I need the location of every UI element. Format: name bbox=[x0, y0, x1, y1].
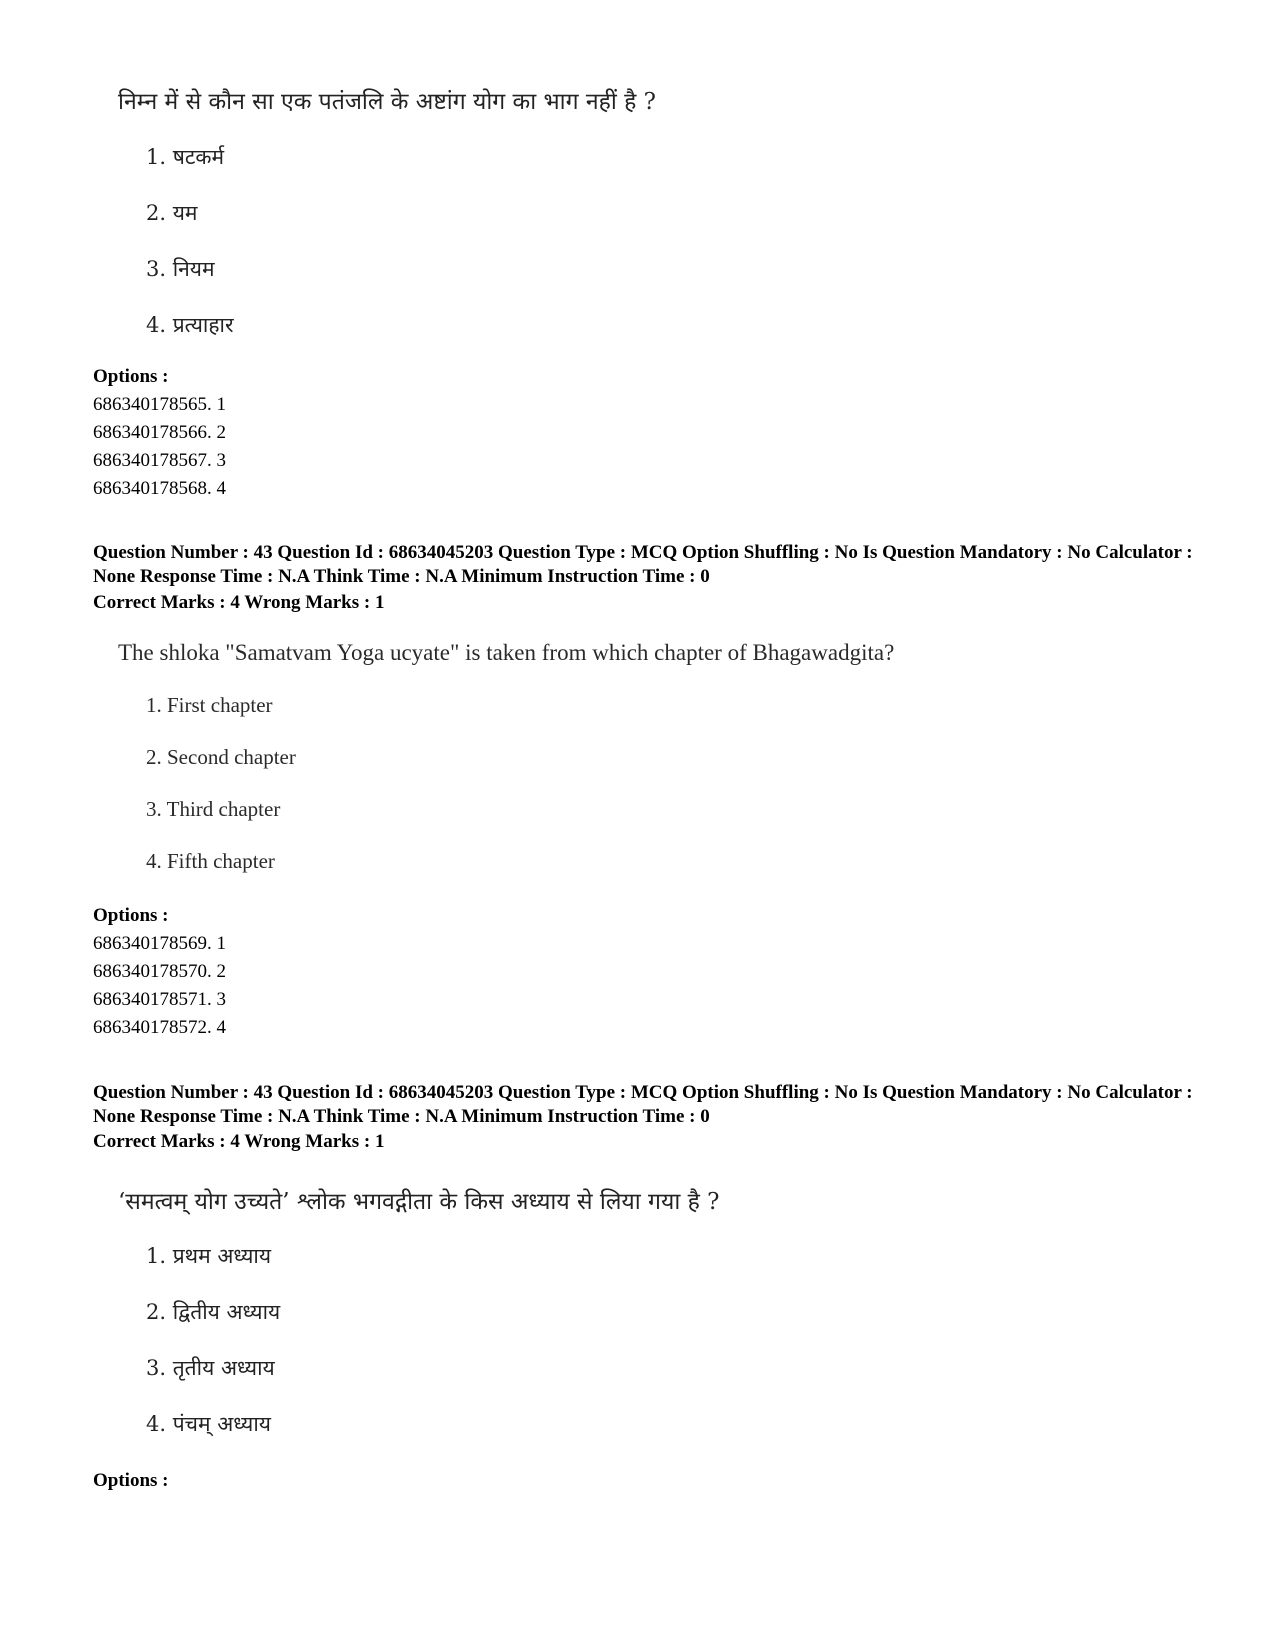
marks-line: Correct Marks : 4 Wrong Marks : 1 bbox=[93, 1131, 385, 1152]
choice-4: 4. पंचम् अध्याय bbox=[146, 1412, 271, 1436]
choice-1: 1. First chapter bbox=[146, 693, 273, 717]
question-text: ‘समत्वम् योग उच्यते’ श्लोक भगवद्गीता के किस अध्याय से लिया गया है ? bbox=[118, 1189, 720, 1215]
question-meta: Question Number : 43 Question Id : 68634045203 Question Type : MCQ Option Shuffling : No Is Question Mandatory : No Calculator : None Response Time : N.A Think Time : N.A Minimum Instruction Time : 0 bbox=[93, 542, 1193, 587]
question-text: The shloka "Samatvam Yoga ucyate" is taken from which chapter of Bhagawadgita? bbox=[118, 640, 895, 665]
option-id-4: 686340178572. 4 bbox=[93, 1017, 226, 1038]
option-id-2: 686340178570. 2 bbox=[93, 961, 226, 982]
option-id-3: 686340178571. 3 bbox=[93, 989, 226, 1010]
options-label: Options : bbox=[93, 366, 169, 387]
choice-2: 2. Second chapter bbox=[146, 745, 296, 769]
choice-2: 2. यम bbox=[146, 201, 198, 225]
choice-3: 3. तृतीय अध्याय bbox=[146, 1356, 275, 1380]
question-text: निम्न में से कौन सा एक पतंजलि के अष्टांग योग का भाग नहीं है ? bbox=[118, 89, 656, 115]
question-meta: Question Number : 43 Question Id : 68634045203 Question Type : MCQ Option Shuffling : No Is Question Mandatory : No Calculator : None Response Time : N.A Think Time : N.A Minimum Instruction Time : 0 bbox=[93, 1082, 1193, 1127]
option-id-4: 686340178568. 4 bbox=[93, 478, 226, 499]
choice-2: 2. द्वितीय अध्याय bbox=[146, 1300, 281, 1324]
choice-4: 4. प्रत्याहार bbox=[146, 313, 234, 337]
options-label: Options : bbox=[93, 905, 169, 926]
option-id-1: 686340178569. 1 bbox=[93, 933, 226, 954]
option-id-2: 686340178566. 2 bbox=[93, 422, 226, 443]
options-label: Options : bbox=[93, 1470, 169, 1491]
option-id-1: 686340178565. 1 bbox=[93, 394, 226, 415]
choice-1: 1. प्रथम अध्याय bbox=[146, 1244, 272, 1268]
choice-3: 3. नियम bbox=[146, 257, 215, 281]
marks-line: Correct Marks : 4 Wrong Marks : 1 bbox=[93, 592, 385, 613]
option-id-3: 686340178567. 3 bbox=[93, 450, 226, 471]
choice-3: 3. Third chapter bbox=[146, 797, 281, 821]
choice-1: 1. षटकर्म bbox=[146, 145, 225, 169]
choice-4: 4. Fifth chapter bbox=[146, 849, 275, 873]
